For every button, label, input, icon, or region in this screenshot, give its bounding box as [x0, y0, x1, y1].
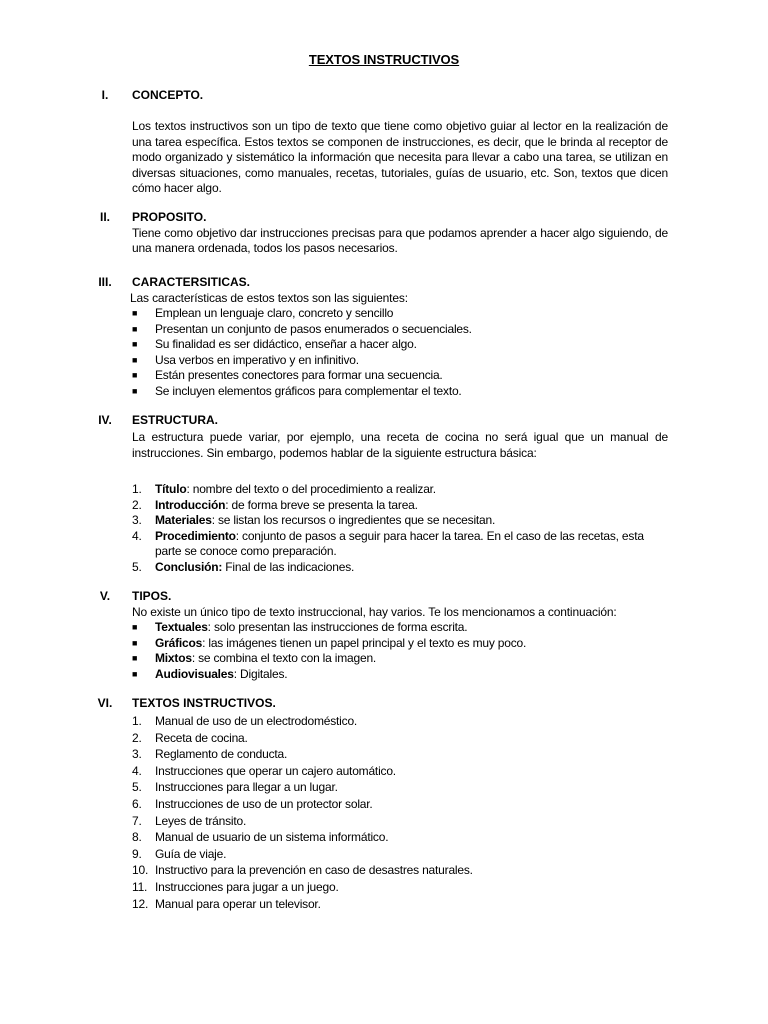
item-number: 4. [132, 528, 142, 543]
item-number: 3. [132, 513, 142, 527]
item-number: 6. [132, 796, 142, 811]
item-term: Textuales [155, 620, 208, 634]
item-number: 11. [132, 879, 148, 894]
list-item [132, 746, 668, 763]
list-item [132, 337, 668, 353]
item-term: Mixtos [155, 651, 192, 665]
item-text: Guía de viaje. [155, 846, 227, 861]
item-text: : conjunto de pasos a seguir para hacer la tarea. En el caso de las recetas, esta parte se conoce como preparación. [155, 528, 644, 558]
numbered-list [132, 482, 668, 575]
item-text: Reglamento de conducta. [155, 747, 288, 762]
section-number: II. [99, 210, 110, 224]
list-item-text: Se incluyen elementos gráficos para complementar el texto. [155, 383, 462, 398]
list-item [132, 862, 668, 879]
list-item [132, 306, 668, 322]
bullet-list [132, 620, 668, 682]
list-item [132, 813, 668, 830]
list-item-text: Su finalidad es ser didáctico, enseñar a hacer algo. [155, 337, 417, 351]
item-text: Final de las indicaciones. [222, 559, 355, 574]
item-number: 10. [132, 863, 149, 878]
item-text: Manual para operar un televisor. [155, 896, 321, 911]
list-item [132, 896, 668, 913]
bullet-icon: ■ [132, 323, 138, 334]
item-text: : las imágenes tienen un papel principal y el texto es muy poco. [202, 635, 527, 650]
list-item [132, 322, 668, 338]
list-item-text: Emplean un lenguaje claro, concreto y sencillo [155, 306, 394, 320]
bullet-icon: ■ [132, 668, 138, 679]
section-number: V. [99, 589, 111, 603]
list-item [132, 384, 668, 400]
item-text: : Digitales. [233, 666, 288, 681]
list-item [132, 796, 668, 813]
item-number: 5. [132, 559, 142, 574]
bullet-icon: ■ [132, 385, 138, 396]
list-item [132, 779, 668, 796]
list-item [132, 353, 668, 369]
list-item [132, 498, 668, 514]
item-number: 2. [132, 730, 142, 745]
section-intro: No existe un único tipo de texto instruccional, hay varios. Te los mencionamos a continuación: [132, 604, 617, 619]
list-item [132, 636, 668, 652]
item-number: 8. [132, 830, 142, 845]
section-title: ESTRUCTURA. [132, 413, 218, 427]
list-item [132, 620, 668, 636]
bullet-icon: ■ [132, 370, 138, 380]
item-text: Manual de uso de un electrodoméstico. [155, 714, 358, 728]
list-item [132, 529, 668, 560]
item-text: : se listan los recursos o ingredientes que se necesitan. [211, 513, 496, 527]
item-term: Procedimiento [155, 528, 236, 543]
item-text: : de forma breve se presenta la tarea. [225, 497, 418, 512]
section-title: TIPOS. [132, 589, 172, 603]
section-number: I. [101, 88, 109, 102]
item-number: 5. [132, 780, 142, 795]
bullet-icon: ■ [132, 308, 138, 318]
item-number: 1. [132, 714, 142, 728]
item-text: Instrucciones para jugar a un juego. [155, 879, 339, 894]
list-item-text: Usa verbos en imperativo y en infinitivo. [155, 352, 359, 367]
item-text: Instrucciones que operar un cajero automático. [155, 763, 396, 778]
page-title: TEXTOS INSTRUCTIVOS [308, 52, 460, 67]
item-number: 2. [132, 497, 142, 512]
item-number: 9. [132, 846, 142, 861]
item-number: 1. [132, 482, 142, 496]
item-number: 3. [132, 747, 142, 762]
item-text: Leyes de tránsito. [155, 813, 247, 828]
bullet-icon: ■ [132, 354, 138, 365]
item-text: : se combina el texto con la imagen. [191, 651, 377, 665]
section-paragraph: Los textos instructivos son un tipo de texto que tiene como objetivo guiar al lector en la realización de una tarea específica. Estos textos se componen de instrucciones, es decir, que le brinda al receptor de modo organizado y sistemático la información que necesita para llevar a cabo una tarea, se utilizan en diversas situaciones, como manuales, recetas, tutoriales, guías de usuario, etc. Son, textos que dicen cómo hacer algo. [132, 119, 668, 195]
section-title: CARACTERSITICAS. [132, 275, 251, 289]
list-item [132, 560, 668, 576]
numbered-list [132, 713, 668, 912]
item-term: Conclusión: [155, 559, 223, 574]
list-item [132, 829, 668, 846]
list-item [132, 763, 668, 780]
item-text: Receta de cocina. [155, 730, 248, 745]
section-intro: Las características de estos textos son las siguientes: [130, 290, 408, 305]
list-item [132, 879, 668, 896]
item-text: Instrucciones de uso de un protector solar. [155, 796, 373, 811]
item-term: Materiales [155, 513, 212, 527]
section-title: CONCEPTO. [132, 88, 204, 102]
list-item [132, 513, 668, 529]
item-number: 4. [132, 763, 142, 778]
item-number: 7. [132, 813, 142, 828]
bullet-icon: ■ [132, 339, 138, 349]
item-text: Instructivo para la prevención en caso de desastres naturales. [155, 863, 473, 878]
list-item [132, 482, 668, 498]
bullet-icon: ■ [132, 653, 138, 663]
bullet-list [132, 306, 668, 399]
section-paragraph: Tiene como objetivo dar instrucciones precisas para que podamos aprender a hacer algo siguiendo, de una manera ordenada, todos los pasos necesarios. [132, 225, 668, 255]
item-term: Gráficos [155, 635, 203, 650]
list-item [132, 713, 668, 730]
section-number: IV. [98, 413, 112, 427]
item-number: 12. [132, 896, 149, 911]
bullet-icon: ■ [132, 622, 138, 632]
item-text: Instrucciones para llegar a un lugar. [155, 780, 338, 795]
section-paragraph: La estructura puede variar, por ejemplo, una receta de cocina no será igual que un manual de instrucciones. Sin embargo, podemos hablar de la siguiente estructura básica: [132, 430, 668, 460]
list-item [132, 651, 668, 667]
list-item-text: Están presentes conectores para formar una secuencia. [155, 368, 443, 382]
section-title: PROPOSITO. [132, 210, 207, 224]
section-title: TEXTOS INSTRUCTIVOS. [132, 696, 276, 710]
item-text: : solo presentan las instrucciones de forma escrita. [207, 620, 468, 634]
section-number: III. [98, 275, 112, 289]
list-item [132, 846, 668, 863]
item-term: Audiovisuales [155, 666, 234, 681]
bullet-icon: ■ [132, 637, 138, 648]
item-term: Título [155, 482, 187, 496]
list-item [132, 667, 668, 683]
list-item [132, 368, 668, 384]
section-number: VI. [97, 696, 113, 710]
item-text: Manual de usuario de un sistema informático. [155, 830, 389, 845]
list-item-text: Presentan un conjunto de pasos enumerados o secuenciales. [155, 321, 472, 336]
item-term: Introducción [155, 497, 226, 512]
item-text: : nombre del texto o del procedimiento a realizar. [186, 482, 436, 496]
list-item [132, 730, 668, 747]
